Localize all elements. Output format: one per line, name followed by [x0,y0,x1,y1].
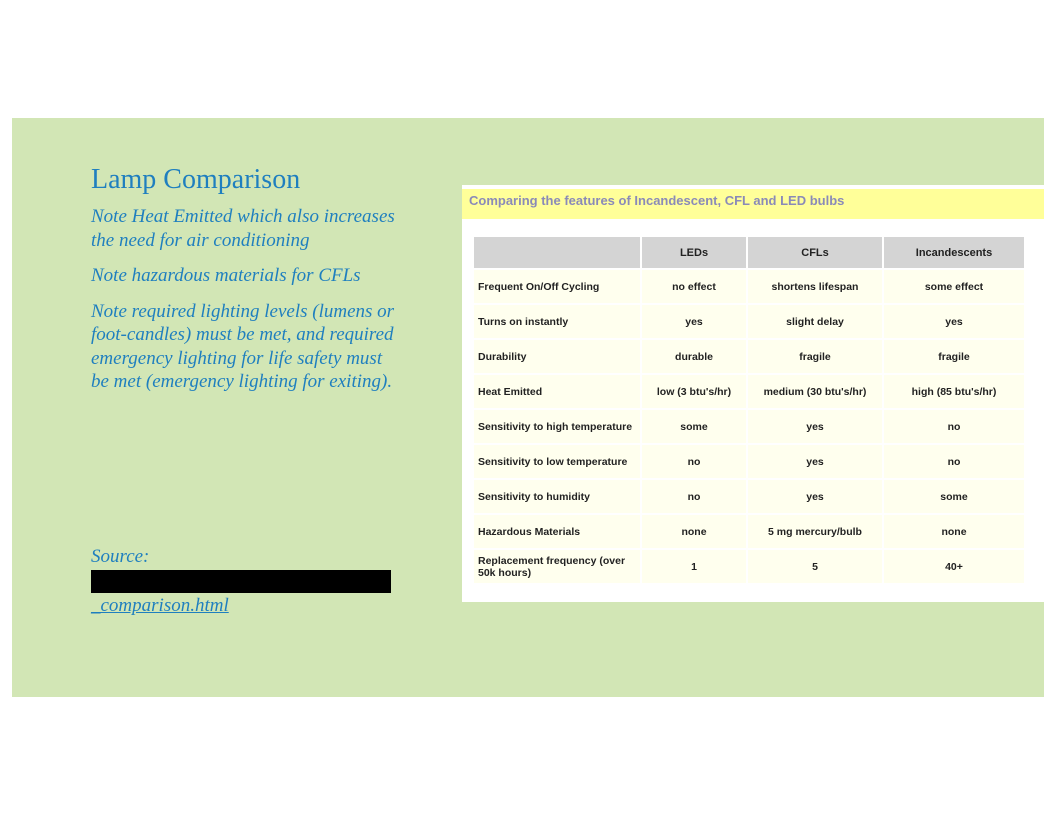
cell-incandescents: some [883,479,1025,514]
cell-incandescents: some effect [883,269,1025,304]
table-header-row [473,236,1025,269]
cell-cfls: 5 [747,549,883,584]
row-label: Frequent On/Off Cycling [473,269,641,304]
cell-leds: yes [641,304,747,339]
table-heading: Comparing the features of Incandescent, CFL and LED bulbs [469,193,845,208]
cell-cfls: yes [747,444,883,479]
cell-leds: no [641,479,747,514]
note-hazardous: Note hazardous materials for CFLs [91,265,361,286]
table-row [473,549,1025,584]
source-link[interactable]: _comparison.html [91,595,229,616]
cell-incandescents: 40+ [883,549,1025,584]
row-label: Durability [473,339,641,374]
cell-cfls: shortens lifespan [747,269,883,304]
header-cfls: CFLs [747,236,883,269]
note-lighting: Note required lighting levels (lumens or foot-candles) must be met, and required emergency lighting for life safety must be met (emergency lighting for exiting). [91,300,395,392]
cell-leds: none [641,514,747,549]
cell-cfls: yes [747,479,883,514]
table-row [473,409,1025,444]
cell-cfls: 5 mg mercury/bulb [747,514,883,549]
table-row [473,374,1025,409]
row-label: Sensitivity to low temperature [473,444,641,479]
source-label: Source: [91,546,150,567]
table-row [473,479,1025,514]
row-label: Hazardous Materials [473,514,641,549]
cell-cfls: yes [747,409,883,444]
cell-leds: low (3 btu's/hr) [641,374,747,409]
cell-leds: no [641,444,747,479]
header-leds: LEDs [641,236,747,269]
cell-cfls: medium (30 btu's/hr) [747,374,883,409]
table-row [473,514,1025,549]
header-blank [473,236,641,269]
cell-incandescents: no [883,409,1025,444]
table-row [473,269,1025,304]
cell-incandescents: high (85 btu's/hr) [883,374,1025,409]
notes-list [91,205,401,406]
row-label: Replacement frequency (over 50k hours) [473,549,641,584]
table-row [473,304,1025,339]
cell-leds: some [641,409,747,444]
cell-leds: durable [641,339,747,374]
table-heading-bar [462,189,1044,219]
cell-cfls: slight delay [747,304,883,339]
row-label: Turns on instantly [473,304,641,339]
slide-title: Lamp Comparison [91,164,301,195]
note-heat: Note Heat Emitted which also increases the need for air conditioning [91,206,395,251]
cell-leds: no effect [641,269,747,304]
cell-incandescents: no [883,444,1025,479]
cell-leds: 1 [641,549,747,584]
redacted-url-bar [91,570,391,593]
cell-incandescents: none [883,514,1025,549]
table-row [473,339,1025,374]
cell-incandescents: yes [883,304,1025,339]
comparison-table-image [462,185,1044,602]
cell-cfls: fragile [747,339,883,374]
cell-incandescents: fragile [883,339,1025,374]
row-label: Sensitivity to humidity [473,479,641,514]
row-label: Sensitivity to high temperature [473,409,641,444]
header-incandescents: Incandescents [883,236,1025,269]
table-row [473,444,1025,479]
comparison-table [472,235,1026,585]
row-label: Heat Emitted [473,374,641,409]
